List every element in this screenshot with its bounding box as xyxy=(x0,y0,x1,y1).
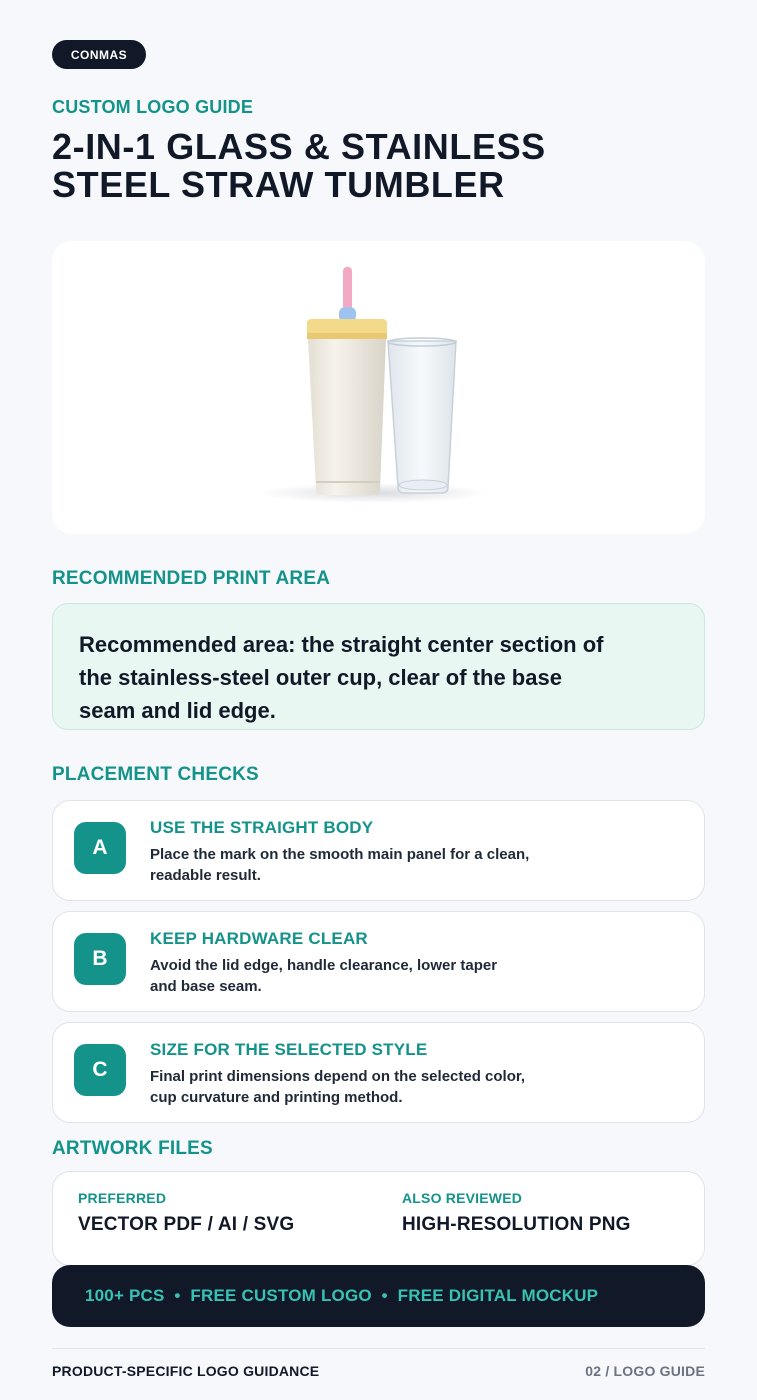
glass-cup xyxy=(388,341,456,493)
check-title-c: SIZE FOR THE SELECTED STYLE xyxy=(150,1040,428,1059)
artwork-files-card xyxy=(52,1171,705,1266)
placement-check-b xyxy=(52,911,705,1012)
check-desc-c-line-2: cup curvature and printing method. xyxy=(150,1089,403,1106)
check-desc-c xyxy=(150,1066,550,1108)
print-area-callout xyxy=(52,603,705,730)
check-title-b: KEEP HARDWARE CLEAR xyxy=(150,929,368,948)
product-photo xyxy=(52,241,705,534)
footer-page-indicator: 02 / LOGO GUIDE xyxy=(585,1363,705,1379)
check-title-a: USE THE STRAIGHT BODY xyxy=(150,818,374,837)
check-badge-c: C xyxy=(74,1044,126,1096)
footer-guidance-label: PRODUCT-SPECIFIC LOGO GUIDANCE xyxy=(52,1363,320,1379)
check-badge-a: A xyxy=(74,822,126,874)
check-desc-b-line-2: and base seam. xyxy=(150,978,262,995)
check-desc-a-line-1: Place the mark on the smooth main panel for a clean, xyxy=(150,846,530,863)
check-desc-b-line-1: Avoid the lid edge, handle clearance, lower taper xyxy=(150,957,498,974)
print-area-heading: RECOMMENDED PRINT AREA xyxy=(52,568,331,589)
preferred-value: VECTOR PDF / AI / SVG xyxy=(78,1214,295,1235)
also-reviewed-files xyxy=(402,1190,631,1236)
placement-heading: PLACEMENT CHECKS xyxy=(52,764,259,785)
title-line-1: 2-IN-1 GLASS & STAINLESS xyxy=(52,126,546,167)
check-desc-a-line-2: readable result. xyxy=(150,867,261,884)
tumbler-base-seam xyxy=(316,481,380,483)
print-area-line-1: Recommended area: the straight center section of xyxy=(79,632,604,657)
brand-badge: CONMAS xyxy=(52,40,146,69)
check-desc-a xyxy=(150,844,550,886)
also-reviewed-value: HIGH-RESOLUTION PNG xyxy=(402,1214,631,1235)
artwork-heading: ARTWORK FILES xyxy=(52,1138,213,1159)
tumbler-body xyxy=(308,339,386,495)
product-image-card xyxy=(52,241,705,534)
promo-banner: 100+ PCS • FREE CUSTOM LOGO • FREE DIGITAL MOCKUP xyxy=(52,1265,705,1327)
page-title xyxy=(52,128,672,204)
check-desc-c-line-1: Final print dimensions depend on the selected color, xyxy=(150,1068,526,1085)
preferred-files xyxy=(78,1190,294,1236)
also-reviewed-label: ALSO REVIEWED xyxy=(402,1190,523,1206)
placement-check-c xyxy=(52,1022,705,1123)
check-desc-b xyxy=(150,955,550,997)
lid-rim xyxy=(307,333,387,339)
print-area-line-2: the stainless-steel outer cup, clear of the base xyxy=(79,665,562,690)
placement-check-a xyxy=(52,800,705,901)
footer-divider xyxy=(52,1348,705,1349)
preferred-label: PREFERRED xyxy=(78,1190,167,1206)
glass-base xyxy=(399,480,447,490)
print-area-line-3: seam and lid edge. xyxy=(79,698,276,723)
guide-eyebrow: CUSTOM LOGO GUIDE xyxy=(52,97,254,117)
check-badge-b: B xyxy=(74,933,126,985)
title-line-2: STEEL STRAW TUMBLER xyxy=(52,164,505,205)
